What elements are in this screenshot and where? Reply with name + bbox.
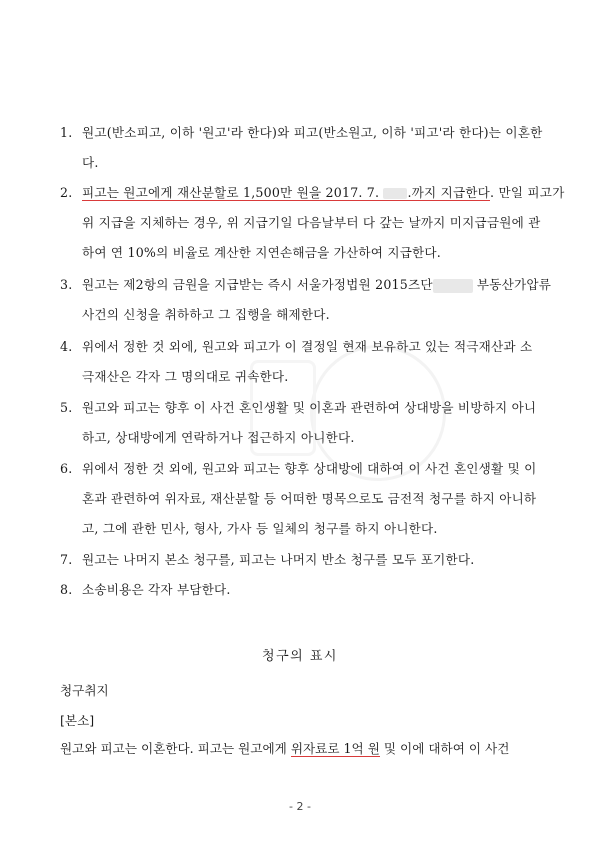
redaction-box [433, 279, 473, 293]
clause-number: 7. [60, 552, 73, 567]
clause-4 [60, 332, 580, 392]
clause-text: 피고는 원고에게 재산분할로 1,500만 원을 2017. 7. [82, 185, 384, 200]
claim-text: 원고와 피고는 이혼한다. 피고는 원고에게 [60, 741, 291, 756]
clause-number: 6. [60, 461, 73, 476]
clause-text: 원고(반소피고, 이하 '원고'라 한다)와 피고(반소원고, 이하 '피고'라 한다)는 이혼한 [82, 125, 543, 140]
clause-number: 4. [60, 339, 73, 354]
clause-text: 위에서 정한 것 외에, 원고와 피고는 향후 상대방에 대하여 이 사건 혼인생활 및 이 [82, 461, 537, 476]
clause-text: 혼과 관련하여 위자료, 재산분할 등 어떠한 명목으로도 금전적 청구를 하지 아니하 [82, 491, 537, 506]
clause-text: 다. [82, 155, 99, 170]
clause-text: 고, 그에 관한 민사, 형사, 가사 등 일체의 청구를 하지 아니한다. [82, 521, 438, 536]
subheading: 청구취지 [60, 683, 109, 698]
redaction-box [383, 188, 407, 199]
clause-text: 사건의 신청을 취하하고 그 집행을 해제한다. [82, 307, 330, 322]
clause-text: .까지 지급한다 [407, 185, 491, 200]
clause-8 [60, 575, 580, 605]
clause-text: 원고는 제2항의 금원을 지급받는 즉시 서울가정법원 2015즈단 [82, 277, 433, 292]
clause-2 [60, 178, 580, 268]
clause-3 [60, 270, 580, 330]
bracket-label: [본소] [60, 713, 95, 728]
clause-number: 1. [60, 125, 73, 140]
clause-number: 2. [60, 185, 73, 200]
section-title: 청구의 표시 [262, 649, 338, 664]
claim-line [60, 738, 509, 757]
clause-6 [60, 454, 580, 544]
clause-text: 원고와 피고는 향후 이 사건 혼인생활 및 이혼과 관련하여 상대방을 비방하지 아니 [82, 400, 537, 415]
clause-text: 극재산은 각자 그 명의대로 귀속한다. [82, 369, 289, 384]
clause-text: 하고, 상대방에게 연락하거나 접근하지 아니한다. [82, 430, 355, 445]
clause-text: 위 지급을 지체하는 경우, 위 지급기일 다음날부터 다 갚는 날까지 미지급금원에 관 [82, 215, 541, 230]
clause-text: 하여 연 10%의 비율로 계산한 지연손해금을 가산하여 지급한다. [82, 245, 441, 260]
clause-text: 소송비용은 각자 부담한다. [82, 582, 231, 597]
clause-number: 5. [60, 400, 73, 415]
page-number: - 2 - [289, 800, 311, 813]
clause-1 [60, 118, 580, 178]
clause-number: 8. [60, 582, 73, 597]
clause-7 [60, 545, 580, 575]
clause-text: 원고는 나머지 본소 청구를, 피고는 나머지 반소 청구를 모두 포기한다. [82, 552, 475, 567]
claim-text: 및 이에 대하여 이 사건 [379, 741, 510, 756]
underlined-text [82, 185, 490, 201]
clause-text: 위에서 정한 것 외에, 원고와 피고가 이 결정일 현재 보유하고 있는 적극재산과 소 [82, 339, 533, 354]
clause-text: . 만일 피고가 [490, 185, 565, 200]
clause-text: 부동산가압류 [472, 277, 552, 292]
clause-number: 3. [60, 277, 73, 292]
clause-5 [60, 393, 580, 453]
underlined-text: 위자료로 1억 원 [290, 741, 380, 756]
